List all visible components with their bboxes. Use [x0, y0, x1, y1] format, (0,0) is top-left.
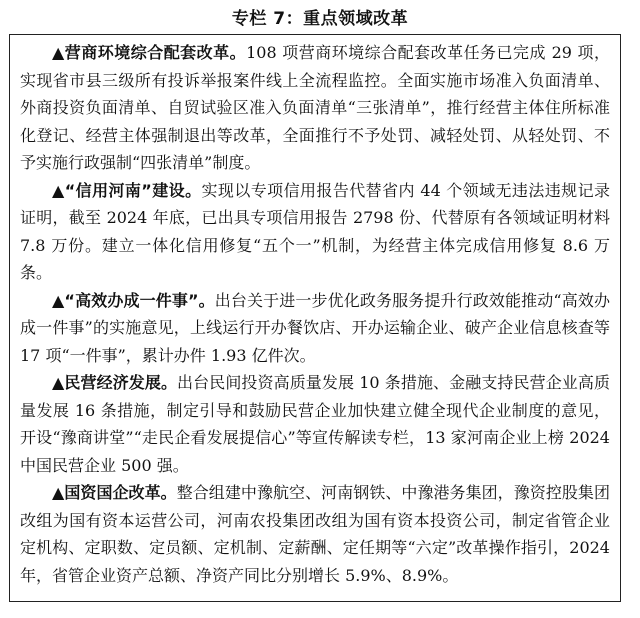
- section-private-economy: [20, 369, 610, 479]
- section-body: 出台关于进一步优化政务服务提升行政效能推动“高效办成一件事”的实施意见，上线运行开办餐饮店、开办运输企业、破产企业信息核查等 17 项“一件事”，累计办件 1.93 亿件次。: [20, 290, 610, 365]
- section-heading: ▲民营经济发展。: [52, 373, 178, 392]
- section-body: 108 项营商环境综合配套改革任务已完成 29 项，实现省市县三级所有投诉举报案件线上全流程监控。全面实施市场准入负面清单、外商投资负面清单、自贸试验区准入负面清单“三张清单”，推行经营主体住所标准化登记、经营主体强制退出等改革，全面推行不予处罚、减轻处罚、从轻处罚、不予实施行政强制“四张清单”制度。: [20, 43, 610, 172]
- column-box: [9, 34, 621, 602]
- column-title: 专栏 7：重点领域改革: [231, 9, 409, 29]
- section-credit-henan: [20, 177, 610, 287]
- section-heading: ▲“高效办成一件事”。: [52, 290, 215, 310]
- section-body: 整合组建中豫航空、河南钢铁、中豫港务集团，豫资控股集团改组为国有资本运营公司，河南农投集团改组为国有资本投资公司，制定省管企业定机构、定职数、定员额、定机制、定薪酬、定任期等“六定”改革操作指引，2024 年，省管企业资产总额、净资产同比分别增长 5.9%、8.9%。: [20, 483, 610, 585]
- section-heading: ▲“信用河南”建设。: [52, 180, 202, 200]
- section-heading: ▲国资国企改革。: [52, 483, 177, 502]
- section-business-environment: [20, 39, 610, 177]
- section-body: 实现以专项信用报告代替省内 44 个领域无违法违规记录证明，截至 2024 年底，已出具专项信用报告 2798 份、代替原有各领域证明材料 7.8 万份。建立一体化信用修复“五个一”机制，为经营主体完成信用修复 8.6 万条。: [20, 180, 610, 282]
- section-body: 出台民间投资高质量发展 10 条措施、金融支持民营企业高质量发展 16 条措施，制定引导和鼓励民营企业加快建立健全现代企业制度的意见，开设“豫商讲堂”“走民企看发展提信心”等宣传解读专栏，13 家河南企业上榜 2024 中国民营企业 500 强。: [20, 373, 610, 475]
- section-soe-reform: [20, 479, 610, 589]
- section-heading: ▲营商环境综合配套改革。: [52, 43, 247, 62]
- section-one-thing: [20, 287, 610, 370]
